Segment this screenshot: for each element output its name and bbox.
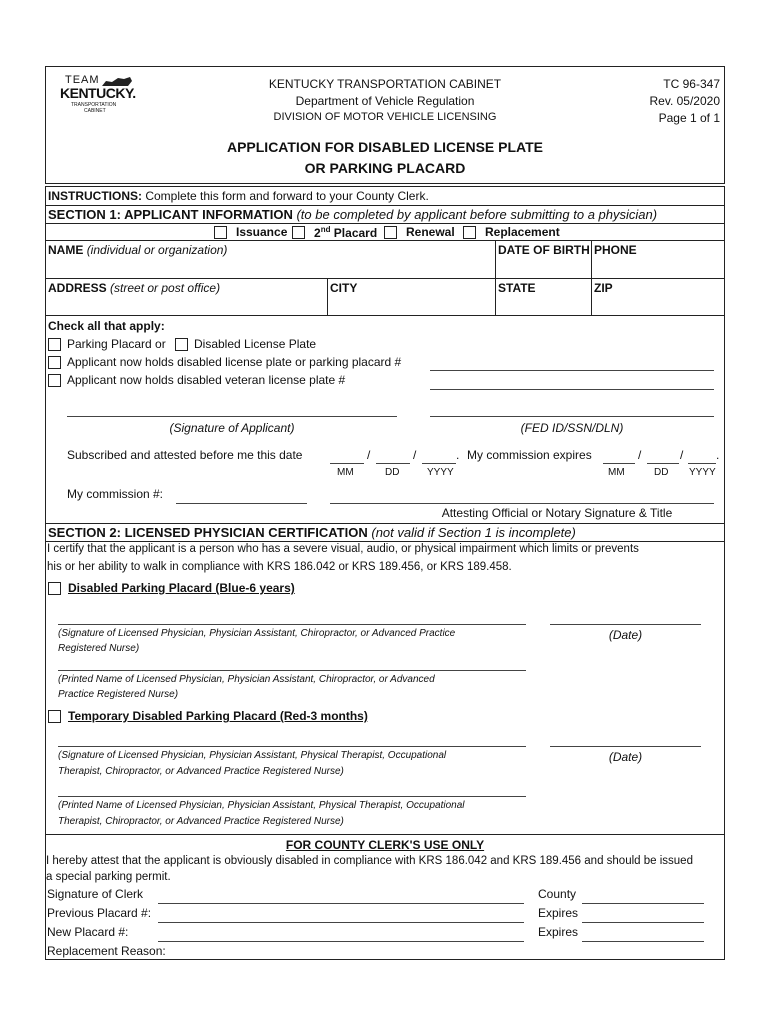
state-field[interactable]: STATE (498, 281, 536, 295)
yyyy-caption: YYYY (427, 467, 454, 478)
divider (327, 278, 328, 315)
applicant-signature-caption: (Signature of Applicant) (169, 421, 295, 435)
zip-field[interactable]: ZIP (594, 281, 613, 295)
division-name: DIVISION OF MOTOR VEHICLE LICENSING (273, 111, 497, 123)
check-all-label: Check all that apply: (48, 319, 165, 333)
department-name: Department of Vehicle Regulation (295, 94, 475, 108)
previous-placard-label: Previous Placard #: (47, 906, 152, 920)
holds-veteran-checkbox[interactable] (48, 374, 61, 387)
replacement-checkbox[interactable] (463, 226, 476, 239)
logo-sub1: TRANSPORTATION (71, 102, 117, 108)
attesting-caption: Attesting Official or Notary Signature & Title (441, 506, 673, 520)
divider (45, 523, 725, 524)
holds-plate-input[interactable] (430, 370, 714, 371)
mm-caption: MM (337, 467, 354, 478)
divider (45, 205, 725, 206)
dd-caption: DD (385, 467, 400, 478)
name-label: NAME (48, 243, 84, 257)
clerk-attest-line1: I hereby attest that the applicant is obviously disabled in compliance with KRS 186.042 and KRS 189.456 and should be issued (46, 855, 693, 867)
instructions-text: Complete this form and forward to your County Clerk. (145, 189, 429, 203)
date-caption: (Date) (608, 628, 643, 642)
divider (45, 834, 725, 835)
team-kentucky-logo (58, 74, 140, 118)
printed-name-caption-2: Practice Registered Nurse) (58, 689, 179, 700)
new-placard-label: New Placard #: (47, 925, 129, 939)
expires-mm-input[interactable] (603, 463, 635, 464)
divider (45, 278, 725, 279)
logo-sub2: CABINET (84, 108, 106, 114)
holds-plate-label: Applicant now holds disabled license plate or parking placard # (67, 355, 402, 369)
dob-field[interactable]: DATE OF BIRTH (498, 243, 590, 257)
parking-placard-label: Parking Placard or (67, 337, 166, 351)
section1-title: SECTION 1: APPLICANT INFORMATION (48, 207, 293, 222)
temp-placard-checkbox[interactable] (48, 710, 61, 723)
slash: / (680, 448, 684, 462)
expires-dd-input[interactable] (647, 463, 679, 464)
slash: / (638, 448, 642, 462)
section2-note: (not valid if Section 1 is incomplete) (371, 525, 576, 540)
printed-name-caption-1: (Printed Name of Licensed Physician, Physician Assistant, Chiropractor, or Advanced (58, 674, 435, 685)
logo-team: TEAM (65, 74, 100, 86)
physician-printed-name-line[interactable] (58, 670, 526, 671)
form-number: TC 96-347 (663, 77, 720, 91)
expires-yyyy-input[interactable] (688, 463, 716, 464)
renewal-label: Renewal (406, 225, 455, 239)
holds-veteran-label: Applicant now holds disabled veteran license plate # (67, 373, 346, 387)
cabinet-name: KENTUCKY TRANSPORTATION CABINET (268, 77, 502, 91)
certify-line1: I certify that the applicant is a person who has a severe visual, audio, or physical impairment which limits or prevents (47, 543, 639, 555)
divider (45, 315, 725, 316)
issuance-checkbox[interactable] (214, 226, 227, 239)
physician-signature-line-2[interactable] (58, 746, 526, 747)
clerk-signature-input[interactable] (158, 903, 524, 904)
dd-caption: DD (654, 467, 669, 478)
physician-signature-caption-2: Registered Nurse) (58, 643, 140, 654)
physician-signature-caption-1: (Signature of Licensed Physician, Physician Assistant, Chiropractor, or Advanced Practice (58, 628, 456, 639)
divider (45, 240, 725, 241)
certify-line2: his or her ability to walk in compliance with KRS 186.042 or KRS 189.456, or KRS 189.458. (47, 561, 512, 573)
form-title-line1: APPLICATION FOR DISABLED LICENSE PLATE (226, 139, 544, 155)
slash: / (367, 448, 371, 462)
period: . (456, 448, 460, 462)
physician-signature-line[interactable] (58, 624, 526, 625)
disabled-placard-label: Disabled Parking Placard (Blue-6 years) (68, 581, 295, 595)
printed-name-caption-3: (Printed Name of Licensed Physician, Physician Assistant, Physical Therapist, Occupational (58, 800, 465, 811)
second-placard-label: 2nd Placard (314, 225, 378, 240)
expires-label-1: Expires (538, 906, 579, 920)
clerk-heading: FOR COUNTY CLERK'S USE ONLY (285, 838, 485, 852)
previous-placard-input[interactable] (158, 922, 524, 923)
fed-id-line[interactable] (430, 416, 714, 417)
commission-number-label: My commission #: (67, 487, 164, 501)
physician-signature-caption-3: (Signature of Licensed Physician, Physician Assistant, Physical Therapist, Occupational (58, 750, 447, 761)
instructions-label: INSTRUCTIONS: (48, 189, 142, 203)
section1-heading (48, 207, 657, 222)
replacement-label: Replacement (485, 225, 560, 239)
address-label: ADDRESS (48, 281, 107, 295)
applicant-signature-line[interactable] (67, 416, 397, 417)
expires-label-2: Expires (538, 925, 579, 939)
yyyy-caption: YYYY (689, 467, 716, 478)
address-field[interactable] (48, 281, 220, 295)
subscribed-mm-input[interactable] (330, 463, 364, 464)
subscribed-dd-input[interactable] (376, 463, 410, 464)
date-line-2[interactable] (550, 746, 701, 747)
physician-signature-caption-4: Therapist, Chiropractor, or Advanced Practice Registered Nurse) (58, 766, 344, 777)
veteran-plate-input[interactable] (430, 389, 714, 390)
county-input[interactable] (582, 903, 704, 904)
page-number: Page 1 of 1 (658, 111, 720, 125)
commission-number-input[interactable] (176, 503, 307, 504)
city-field[interactable]: CITY (330, 281, 358, 295)
form-revision: Rev. 05/2020 (649, 94, 720, 108)
parking-placard-checkbox[interactable] (48, 338, 61, 351)
issuance-label: Issuance (236, 225, 288, 239)
section2-heading (48, 525, 576, 540)
instructions (48, 189, 429, 203)
replacement-reason-label: Replacement Reason: (47, 944, 166, 958)
subscribed-yyyy-input[interactable] (422, 463, 456, 464)
phone-field[interactable]: PHONE (594, 243, 637, 257)
disabled-plate-checkbox[interactable] (175, 338, 188, 351)
second-placard-checkbox[interactable] (292, 226, 305, 239)
section1-note: (to be completed by applicant before submitting to a physician) (296, 207, 658, 222)
clerk-signature-label: Signature of Clerk (47, 887, 144, 901)
form-title-line2: OR PARKING PLACARD (304, 160, 466, 176)
disabled-plate-label: Disabled License Plate (194, 337, 317, 351)
county-label: County (538, 887, 577, 901)
name-field[interactable] (48, 243, 227, 257)
date-line[interactable] (550, 624, 701, 625)
new-placard-input[interactable] (158, 941, 524, 942)
holds-plate-checkbox[interactable] (48, 356, 61, 369)
attesting-signature-line[interactable] (330, 503, 714, 504)
name-note: (individual or organization) (86, 243, 228, 257)
logo-kentucky: KENTUCKY. (60, 85, 136, 101)
commission-expires-label: My commission expires (467, 448, 592, 462)
slash: / (413, 448, 417, 462)
temp-placard-label: Temporary Disabled Parking Placard (Red-3 months) (68, 709, 368, 723)
renewal-checkbox[interactable] (384, 226, 397, 239)
mm-caption: MM (608, 467, 625, 478)
fed-id-caption: (FED ID/SSN/DLN) (520, 421, 624, 435)
subscribed-label: Subscribed and attested before me this date (67, 448, 303, 462)
section2-title: SECTION 2: LICENSED PHYSICIAN CERTIFICATION (48, 525, 368, 540)
expires-input-1[interactable] (582, 922, 704, 923)
date-caption-2: (Date) (608, 750, 643, 764)
address-note: (street or post office) (110, 281, 221, 295)
divider (45, 223, 725, 224)
physician-printed-name-line-2[interactable] (58, 796, 526, 797)
period: . (716, 448, 720, 462)
divider (45, 541, 725, 542)
clerk-attest-line2: a special parking permit. (46, 871, 171, 883)
disabled-placard-checkbox[interactable] (48, 582, 61, 595)
expires-input-2[interactable] (582, 941, 704, 942)
printed-name-caption-4: Therapist, Chiropractor, or Advanced Practice Registered Nurse) (58, 816, 344, 827)
